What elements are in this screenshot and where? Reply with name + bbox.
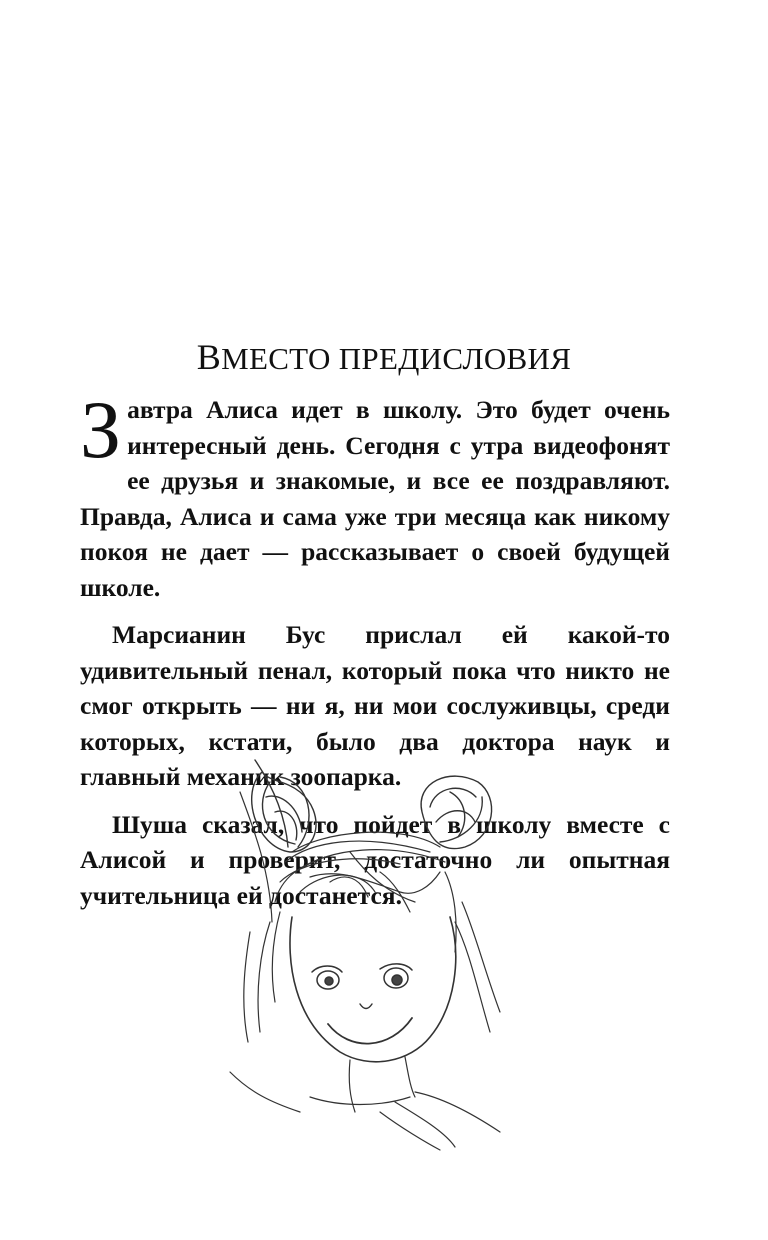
drop-cap: З xyxy=(80,384,122,475)
neck-shoulders xyxy=(230,1057,500,1150)
chapter-title-initial: В xyxy=(196,337,222,377)
nose xyxy=(360,1004,372,1009)
eyes xyxy=(312,964,412,989)
face-outline xyxy=(290,917,456,1062)
chapter-title xyxy=(0,336,768,378)
chapter-title-rest: МЕСТО ПРЕДИСЛОВИЯ xyxy=(221,341,572,376)
paragraph-2: Марсианин Бус прислал ей какой-то удивительный пенал, который пока что никто не смог открыть — ни я, ни мои сослуживцы, среди которых, кстати, было два доктора наук и главный механик зоопарка. xyxy=(80,620,670,791)
right-hair-bun xyxy=(421,776,491,848)
left-hair-bun xyxy=(252,760,316,852)
paragraph-1 xyxy=(80,384,670,605)
paragraph-3: Шуша сказал, что пойдет в школу вместе с Алисой и проверит, достаточно ли опытная учительница ей достанется. xyxy=(80,809,670,910)
smile xyxy=(328,1018,412,1044)
hair xyxy=(240,792,500,1042)
paragraph-1-text: автра Алиса идет в школу. Это будет очень интересный день. Сегодня с утра видеофонят ее друзья и знакомые, и все ее поздравляют. Правда, Алиса и сама уже три месяца как никому покоя не дает — рассказывает о своей будущей школе. xyxy=(80,395,670,602)
girl-sketch-illustration xyxy=(200,752,560,1152)
